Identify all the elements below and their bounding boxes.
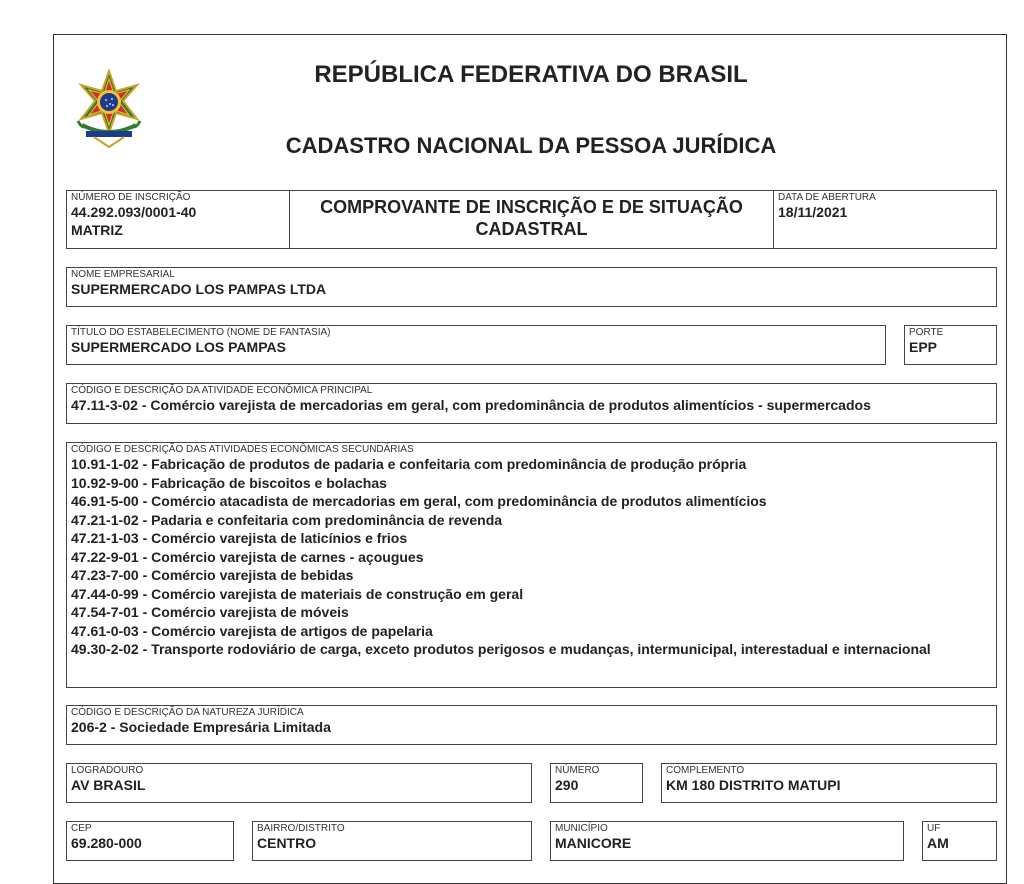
list-item: 47.22-9-01 - Comércio varejista de carnes - açougues [71, 548, 424, 565]
secondary-activities-label: CÓDIGO E DESCRIÇÃO DAS ATIVIDADES ECONÔMICAS SECUNDÁRIAS [71, 444, 414, 455]
document-title-line2: CADASTRAL [475, 219, 588, 239]
legal-nature-value: 206-2 - Sociedade Empresária Limitada [71, 719, 331, 735]
list-item: 47.21-1-03 - Comércio varejista de laticínios e frios [71, 530, 408, 546]
document-title-box [289, 190, 774, 249]
state-box [922, 821, 997, 861]
complement-label: COMPLEMENTO [666, 765, 745, 776]
opening-date-label: DATA DE ABERTURA [778, 192, 876, 203]
main-activity-value: 47.11-3-02 - Comércio varejista de mercadorias em geral, com predominância de produtos alimentícios - supermercados [71, 397, 871, 413]
state-value: AM [927, 835, 949, 851]
company-size-value: EPP [909, 339, 938, 355]
city-box [550, 821, 904, 861]
main-activity-label: CÓDIGO E DESCRIÇÃO DA ATIVIDADE ECONÔMICA PRINCIPAL [71, 385, 373, 396]
trade-name-box [66, 325, 886, 365]
street-number-label: NÚMERO [555, 765, 600, 776]
street-number-value: 290 [555, 777, 579, 793]
trade-name-label: TÍTULO DO ESTABELECIMENTO (NOME DE FANTASIA) [71, 327, 331, 338]
document-title-line1: COMPROVANTE DE INSCRIÇÃO E DE SITUAÇÃO [320, 197, 743, 217]
city-label: MUNICÍPIO [555, 823, 608, 834]
list-item: 10.92-9-00 - Fabricação de biscoitos e bolachas [71, 474, 387, 491]
postal-code-label: CEP [71, 823, 92, 834]
list-item: 47.23-7-00 - Comércio varejista de bebidas [71, 567, 354, 583]
secondary-activities-box [66, 442, 997, 688]
company-size-box [904, 325, 997, 365]
inscription-number-box [66, 190, 290, 249]
district-box [252, 821, 532, 861]
postal-code-value: 69.280-000 [71, 835, 142, 851]
list-item: 47.61-0-03 - Comércio varejista de artigos de papelaria [71, 622, 433, 639]
list-item: 47.44-0-99 - Comércio varejista de materiais de construção em geral [71, 585, 524, 602]
cnpj-registry-title: CADASTRO NACIONAL DA PESSOA JURÍDICA [285, 133, 777, 158]
street-box [66, 763, 532, 803]
complement-box [661, 763, 997, 803]
street-number-box [550, 763, 643, 803]
inscription-number-label: NÚMERO DE INSCRIÇÃO [71, 192, 191, 203]
opening-date-box [773, 190, 997, 249]
street-label: LOGRADOURO [71, 765, 144, 776]
inscription-number-value: 44.292.093/0001-40 [71, 204, 197, 220]
business-name-label: NOME EMPRESARIAL [71, 269, 175, 280]
main-activity-box [66, 383, 997, 424]
postal-code-box [66, 821, 234, 861]
district-value: CENTRO [257, 835, 317, 851]
business-name-box [66, 267, 997, 307]
district-label: BAIRRO/DISTRITO [257, 823, 345, 834]
list-item: 46.91-5-00 - Comércio atacadista de mercadorias em geral, com predominância de produtos alimentícios [71, 493, 767, 509]
city-value: MANICORE [555, 835, 632, 851]
cnpj-document [53, 34, 1007, 884]
legal-nature-label: CÓDIGO E DESCRIÇÃO DA NATUREZA JURÍDICA [71, 707, 304, 718]
list-item: 49.30-2-02 - Transporte rodoviário de carga, exceto produtos perigosos e mudanças, intermunicipal, interestadual e internacional [71, 641, 931, 657]
company-size-label: PORTE [909, 327, 944, 338]
business-name-value: SUPERMERCADO LOS PAMPAS LTDA [71, 281, 327, 297]
establishment-type-value: MATRIZ [71, 222, 123, 238]
list-item: 47.21-1-02 - Padaria e confeitaria com predominância de revenda [71, 511, 503, 528]
opening-date-value: 18/11/2021 [778, 204, 848, 220]
street-value: AV BRASIL [71, 777, 146, 793]
list-item: 47.54-7-01 - Comércio varejista de móveis [71, 604, 349, 620]
complement-value: KM 180 DISTRITO MATUPI [666, 777, 841, 793]
list-item: 10.91-1-02 - Fabricação de produtos de padaria e confeitaria com predominância de produção própria [71, 456, 747, 472]
republic-title: REPÚBLICA FEDERATIVA DO BRASIL [314, 61, 748, 88]
legal-nature-box [66, 705, 997, 745]
state-label: UF [927, 823, 941, 834]
trade-name-value: SUPERMERCADO LOS PAMPAS [71, 339, 286, 355]
